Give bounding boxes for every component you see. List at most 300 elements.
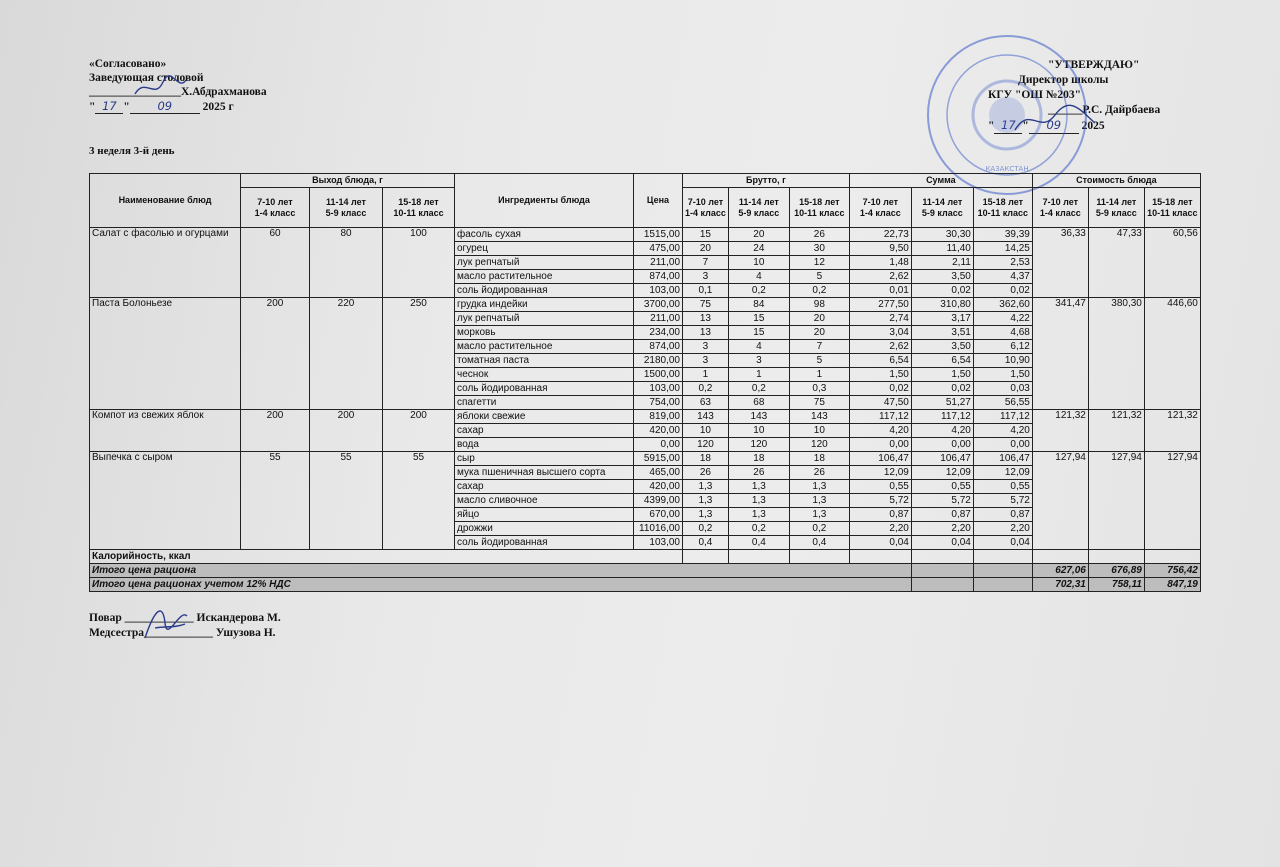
ingredient-sum: 0,55 (911, 480, 973, 494)
ingredient-price: 211,00 (634, 312, 683, 326)
calories-cell (973, 550, 1032, 564)
ingredient-sum: 0,00 (973, 438, 1032, 452)
ingredient-brutto: 3 (728, 354, 789, 368)
ingredient-sum: 0,87 (849, 508, 911, 522)
ingredient-brutto: 1,3 (683, 494, 729, 508)
ingredient-brutto: 13 (683, 326, 729, 340)
calories-cell (911, 550, 973, 564)
ingredient-brutto: 20 (789, 312, 849, 326)
ingredient-brutto: 30 (789, 242, 849, 256)
ingredient-price: 211,00 (634, 256, 683, 270)
ingredient-sum: 0,01 (849, 284, 911, 298)
signatures-block (89, 611, 281, 641)
ingredient-brutto: 0,3 (789, 382, 849, 396)
dish-output: 200 (241, 410, 310, 452)
approved-date-month: 09 (1029, 118, 1079, 134)
ingredient-sum: 0,02 (849, 382, 911, 396)
total-vat-row (90, 578, 1201, 592)
agreed-name: Х.Абдрахманова (181, 86, 267, 98)
ingredient-brutto: 0,4 (728, 536, 789, 550)
header-output-group-3-age: 15-18 лет (398, 196, 439, 207)
ingredient-price: 475,00 (634, 242, 683, 256)
ingredient-brutto: 4 (728, 340, 789, 354)
ingredient-name: грудка индейки (455, 298, 634, 312)
agreement-block (89, 57, 267, 114)
ingredient-name: соль йодированная (455, 382, 634, 396)
agreed-date-month: 09 (130, 99, 200, 114)
ingredient-sum: 106,47 (849, 452, 911, 466)
header-brutto-group-2-class: 5-9 класс (738, 207, 780, 218)
ingredient-sum: 1,50 (849, 368, 911, 382)
ingredient-sum: 117,12 (911, 410, 973, 424)
header-cost-group-2 (1088, 188, 1144, 228)
ingredient-name: лук репчатый (455, 312, 634, 326)
header-brutto-group-3 (789, 188, 849, 228)
ingredient-sum: 14,25 (973, 242, 1032, 256)
ingredient-sum: 22,73 (849, 228, 911, 242)
ingredient-brutto: 18 (683, 452, 729, 466)
ingredient-sum: 6,12 (973, 340, 1032, 354)
ingredient-sum: 4,20 (849, 424, 911, 438)
ingredient-sum: 0,55 (849, 480, 911, 494)
ingredient-sum: 2,20 (911, 522, 973, 536)
calories-cell (1088, 550, 1144, 564)
ingredient-sum: 0,87 (973, 508, 1032, 522)
dish-output: 55 (241, 452, 310, 550)
ingredient-brutto: 1,3 (683, 480, 729, 494)
ingredient-sum: 3,51 (911, 326, 973, 340)
cook-label: Повар (89, 612, 122, 624)
ingredient-brutto: 18 (728, 452, 789, 466)
ingredient-name: мука пшеничная высшего сорта (455, 466, 634, 480)
ingredient-brutto: 120 (728, 438, 789, 452)
table-row (90, 228, 1201, 242)
ingredient-brutto: 0,2 (728, 522, 789, 536)
ingredient-price: 465,00 (634, 466, 683, 480)
header-cost: Стоимость блюда (1032, 174, 1200, 188)
ingredient-sum: 6,54 (911, 354, 973, 368)
ingredient-brutto: 143 (728, 410, 789, 424)
ingredient-sum: 0,55 (973, 480, 1032, 494)
ingredient-sum: 10,90 (973, 354, 1032, 368)
header-cost-group-1-age: 7-10 лет (1042, 196, 1079, 207)
dish-name: Салат с фасолью и огурцами (90, 228, 241, 298)
header-cost-group-1-class: 1-4 класс (1039, 207, 1081, 218)
ingredient-sum: 1,50 (973, 368, 1032, 382)
ingredient-brutto: 7 (683, 256, 729, 270)
ingredient-sum: 9,50 (849, 242, 911, 256)
table-row (90, 410, 1201, 424)
header-dish: Наименование блюд (90, 174, 241, 228)
header-output-group-1-class: 1-4 класс (254, 207, 296, 218)
ingredient-brutto: 1 (728, 368, 789, 382)
header-output-group-3-class: 10-11 класс (393, 207, 444, 218)
total-row-label: Итого цена рациона (90, 564, 912, 578)
ingredient-brutto: 75 (683, 298, 729, 312)
ingredient-name: морковь (455, 326, 634, 340)
header-brutto-group-2-age: 11-14 лет (738, 196, 779, 207)
calories-cell (728, 550, 789, 564)
ingredient-brutto: 26 (728, 466, 789, 480)
ingredient-brutto: 1,3 (789, 508, 849, 522)
ingredient-price: 420,00 (634, 424, 683, 438)
table-row (90, 452, 1201, 466)
ingredient-brutto: 1,3 (683, 508, 729, 522)
approved-role: Директор школы (1018, 74, 1109, 86)
dish-cost: 127,94 (1088, 452, 1144, 550)
ingredient-sum: 0,02 (911, 284, 973, 298)
ingredient-price: 420,00 (634, 480, 683, 494)
ingredient-sum: 5,72 (849, 494, 911, 508)
dish-cost: 121,32 (1032, 410, 1088, 452)
ingredient-name: масло растительное (455, 340, 634, 354)
dish-cost: 127,94 (1032, 452, 1088, 550)
ingredient-sum: 12,09 (973, 466, 1032, 480)
ingredient-price: 103,00 (634, 382, 683, 396)
ingredient-sum: 6,54 (849, 354, 911, 368)
ingredient-sum: 310,80 (911, 298, 973, 312)
ingredient-brutto: 5 (789, 354, 849, 368)
ingredient-name: яйцо (455, 508, 634, 522)
ingredient-name: томатная паста (455, 354, 634, 368)
nurse-label: Медсестра (89, 627, 145, 639)
header-output-group-2-class: 5-9 класс (325, 207, 367, 218)
cook-line: Повар ____________ Искандерова М. (89, 612, 281, 624)
total-vat-row-label: Итого цена рационах учетом 12% НДС (90, 578, 912, 592)
approved-date-year: 2025 (1081, 120, 1105, 132)
calories-cell (789, 550, 849, 564)
ingredient-brutto: 1 (683, 368, 729, 382)
header-sum-group-3-class: 10-11 класс (977, 207, 1029, 218)
ingredient-sum: 117,12 (973, 410, 1032, 424)
ingredient-brutto: 0,2 (789, 522, 849, 536)
ingredient-brutto: 10 (728, 256, 789, 270)
ingredient-brutto: 13 (683, 312, 729, 326)
approval-block (988, 58, 1160, 134)
header-brutto-group-1-age: 7-10 лет (687, 196, 724, 207)
header-sum-group-1-class: 1-4 класс (859, 207, 901, 218)
header-output-group-3 (383, 188, 455, 228)
calories-cell (849, 550, 911, 564)
ingredient-brutto: 10 (728, 424, 789, 438)
dish-cost: 446,60 (1144, 298, 1200, 410)
dish-name: Паста Болоньезе (90, 298, 241, 410)
dish-cost: 60,56 (1144, 228, 1200, 298)
ingredient-name: дрожжи (455, 522, 634, 536)
ingredient-sum: 0,00 (911, 438, 973, 452)
total-row-value: 676,89 (1088, 564, 1144, 578)
approved-org: КГУ "ОШ №203" (988, 89, 1081, 101)
ingredient-brutto: 0,4 (683, 536, 729, 550)
header-output-group-1 (241, 188, 310, 228)
ingredient-sum: 0,04 (973, 536, 1032, 550)
ingredient-name: соль йодированная (455, 536, 634, 550)
ingredient-brutto: 12 (789, 256, 849, 270)
calories-cell (683, 550, 729, 564)
agreed-label: «Согласовано» (89, 58, 167, 70)
dish-cost: 121,32 (1144, 410, 1200, 452)
ingredient-brutto: 98 (789, 298, 849, 312)
ingredient-sum: 56,55 (973, 396, 1032, 410)
calories-row (90, 550, 1201, 564)
ingredient-price: 874,00 (634, 270, 683, 284)
agreed-role: Заведующая столовой (89, 72, 204, 84)
ingredient-sum: 12,09 (849, 466, 911, 480)
ingredient-brutto: 0,2 (728, 284, 789, 298)
ingredient-sum: 2,74 (849, 312, 911, 326)
header-ingredients: Ингредиенты блюда (455, 174, 634, 228)
ingredient-sum: 4,22 (973, 312, 1032, 326)
ingredient-brutto: 10 (789, 424, 849, 438)
ingredient-price: 874,00 (634, 340, 683, 354)
ingredient-brutto: 15 (683, 228, 729, 242)
header-sum-group-2-class: 5-9 класс (921, 207, 963, 218)
ingredient-sum: 0,04 (849, 536, 911, 550)
ingredient-brutto: 0,2 (683, 382, 729, 396)
calories-label: Калорийность, ккал (90, 550, 683, 564)
ingredient-brutto: 3 (683, 270, 729, 284)
ingredient-sum: 0,02 (911, 382, 973, 396)
dish-output: 200 (383, 410, 455, 452)
ingredient-brutto: 63 (683, 396, 729, 410)
dish-cost: 127,94 (1144, 452, 1200, 550)
ingredient-brutto: 4 (728, 270, 789, 284)
header-sum-group-2-age: 11-14 лет (922, 196, 963, 207)
ingredient-name: фасоль сухая (455, 228, 634, 242)
ingredient-price: 234,00 (634, 326, 683, 340)
calories-cell (1144, 550, 1200, 564)
ingredient-sum: 30,30 (911, 228, 973, 242)
total-vat-row-value: 702,31 (1032, 578, 1088, 592)
ingredient-price: 754,00 (634, 396, 683, 410)
header-sum-group-2 (911, 188, 973, 228)
total-vat-row-blank (973, 578, 1032, 592)
agreed-date-day: 17 (95, 99, 123, 114)
calories-cell (1032, 550, 1088, 564)
total-row-blank (911, 564, 973, 578)
ingredient-sum: 4,20 (911, 424, 973, 438)
header-output-group-1-age: 7-10 лет (257, 196, 293, 207)
ingredient-name: огурец (455, 242, 634, 256)
ingredient-sum: 4,68 (973, 326, 1032, 340)
ingredient-name: спагетти (455, 396, 634, 410)
dish-output: 55 (310, 452, 383, 550)
dish-cost: 380,30 (1088, 298, 1144, 410)
dish-output: 250 (383, 298, 455, 410)
header-brutto-group-2 (728, 188, 789, 228)
header-cost-group-2-age: 11-14 лет (1096, 196, 1137, 207)
ingredient-brutto: 26 (683, 466, 729, 480)
ingredient-sum: 2,62 (849, 340, 911, 354)
ingredient-sum: 0,03 (973, 382, 1032, 396)
ingredient-sum: 12,09 (911, 466, 973, 480)
ingredient-brutto: 20 (728, 228, 789, 242)
ingredient-brutto: 26 (789, 466, 849, 480)
ingredient-sum: 0,02 (973, 284, 1032, 298)
total-row-value: 627,06 (1032, 564, 1088, 578)
ingredient-brutto: 3 (683, 340, 729, 354)
ingredient-name: соль йодированная (455, 284, 634, 298)
ingredient-brutto: 0,2 (728, 382, 789, 396)
ingredient-name: лук репчатый (455, 256, 634, 270)
dish-cost: 121,32 (1088, 410, 1144, 452)
ingredient-name: масло растительное (455, 270, 634, 284)
header-cost-group-2-class: 5-9 класс (1095, 207, 1137, 218)
ingredient-brutto: 0,2 (789, 284, 849, 298)
header-cost-group-3-class: 10-11 класс (1147, 207, 1198, 218)
ingredient-brutto: 20 (789, 326, 849, 340)
total-vat-row-value: 758,11 (1088, 578, 1144, 592)
ingredient-sum: 2,20 (849, 522, 911, 536)
ingredient-price: 3700,00 (634, 298, 683, 312)
ingredient-brutto: 120 (789, 438, 849, 452)
ingredient-sum: 362,60 (973, 298, 1032, 312)
ingredient-sum: 2,11 (911, 256, 973, 270)
header-price: Цена (634, 174, 683, 228)
ingredient-price: 11016,00 (634, 522, 683, 536)
ingredient-brutto: 3 (683, 354, 729, 368)
ingredient-brutto: 0,1 (683, 284, 729, 298)
ingredient-brutto: 10 (683, 424, 729, 438)
approved-name: ______Р.С. Дайрбаева (1048, 104, 1161, 116)
ingredient-brutto: 1,3 (728, 480, 789, 494)
dish-cost: 47,33 (1088, 228, 1144, 298)
dish-output: 200 (310, 410, 383, 452)
dish-output: 100 (383, 228, 455, 298)
header-output-group-2-age: 11-14 лет (326, 196, 366, 207)
ingredient-name: чеснок (455, 368, 634, 382)
ingredient-sum: 39,39 (973, 228, 1032, 242)
ingredient-sum: 1,50 (911, 368, 973, 382)
agreed-date: " 17 " 09 2025 г (89, 99, 234, 113)
ingredient-price: 819,00 (634, 410, 683, 424)
ingredient-price: 1500,00 (634, 368, 683, 382)
ingredient-brutto: 20 (683, 242, 729, 256)
ingredient-brutto: 24 (728, 242, 789, 256)
ingredient-sum: 3,04 (849, 326, 911, 340)
approved-name-text: Р.С. Дайрбаева (1082, 104, 1161, 116)
ingredient-sum: 117,12 (849, 410, 911, 424)
ingredient-brutto: 1,3 (728, 508, 789, 522)
header-cost-group-3-age: 15-18 лет (1152, 196, 1193, 207)
ingredient-price: 1515,00 (634, 228, 683, 242)
ingredient-price: 670,00 (634, 508, 683, 522)
ingredient-brutto: 120 (683, 438, 729, 452)
ingredient-brutto: 68 (728, 396, 789, 410)
header-cost-group-3 (1144, 188, 1200, 228)
header-brutto: Брутто, г (683, 174, 850, 188)
header-output-group-2 (310, 188, 383, 228)
ingredient-brutto: 0,4 (789, 536, 849, 550)
ingredient-brutto: 1,3 (728, 494, 789, 508)
ingredient-sum: 47,50 (849, 396, 911, 410)
ingredient-sum: 2,53 (973, 256, 1032, 270)
agreed-date-year: 2025 г (202, 101, 234, 113)
ingredient-sum: 0,00 (849, 438, 911, 452)
total-row (90, 564, 1201, 578)
ingredient-brutto: 15 (728, 326, 789, 340)
total-row-value: 756,42 (1144, 564, 1200, 578)
agreed-signature-line: ________________Х.Абдрахманова (89, 86, 267, 98)
total-row-blank (973, 564, 1032, 578)
ingredient-sum: 0,04 (911, 536, 973, 550)
dish-cost: 36,33 (1032, 228, 1088, 298)
ingredient-name: сахар (455, 424, 634, 438)
ingredient-sum: 3,17 (911, 312, 973, 326)
header-sum-group-1 (849, 188, 911, 228)
ingredient-brutto: 15 (728, 312, 789, 326)
ingredient-brutto: 1 (789, 368, 849, 382)
week-label: 3 неделя 3-й день (89, 145, 175, 157)
ingredient-brutto: 7 (789, 340, 849, 354)
dish-output: 55 (383, 452, 455, 550)
dish-output: 80 (310, 228, 383, 298)
ingredient-brutto: 84 (728, 298, 789, 312)
ingredient-sum: 1,48 (849, 256, 911, 270)
ingredient-brutto: 18 (789, 452, 849, 466)
ingredient-brutto: 0,2 (683, 522, 729, 536)
stamp-text: КАЗАКСТАН (985, 165, 1029, 173)
ingredient-price: 5915,00 (634, 452, 683, 466)
cook-name: Искандерова М. (196, 612, 281, 624)
ingredient-sum: 5,72 (911, 494, 973, 508)
ingredient-sum: 277,50 (849, 298, 911, 312)
ingredient-price: 103,00 (634, 536, 683, 550)
ingredient-sum: 5,72 (973, 494, 1032, 508)
header-brutto-group-3-age: 15-18 лет (799, 196, 840, 207)
ingredient-sum: 0,87 (911, 508, 973, 522)
ingredient-sum: 106,47 (911, 452, 973, 466)
ingredient-sum: 3,50 (911, 340, 973, 354)
ingredient-sum: 4,20 (973, 424, 1032, 438)
header-sum-group-1-age: 7-10 лет (862, 196, 899, 207)
ingredient-price: 2180,00 (634, 354, 683, 368)
header-brutto-group-1-class: 1-4 класс (685, 207, 726, 218)
header-output: Выход блюда, г (241, 174, 455, 188)
header-sum: Сумма (849, 174, 1032, 188)
ingredient-sum: 3,50 (911, 270, 973, 284)
dish-output: 200 (241, 298, 310, 410)
ingredient-price: 103,00 (634, 284, 683, 298)
approved-date-day: 17 (994, 118, 1022, 134)
ingredient-brutto: 1,3 (789, 494, 849, 508)
header-brutto-group-3-class: 10-11 класс (794, 207, 845, 218)
ingredient-sum: 4,37 (973, 270, 1032, 284)
ingredient-brutto: 75 (789, 396, 849, 410)
ingredient-sum: 2,20 (973, 522, 1032, 536)
dish-cost: 341,47 (1032, 298, 1088, 410)
ingredient-brutto: 143 (683, 410, 729, 424)
ingredient-brutto: 5 (789, 270, 849, 284)
ingredient-sum: 51,27 (911, 396, 973, 410)
ingredient-price: 0,00 (634, 438, 683, 452)
ingredient-sum: 2,62 (849, 270, 911, 284)
ingredient-name: сыр (455, 452, 634, 466)
ingredient-name: вода (455, 438, 634, 452)
header-sum-group-3-age: 15-18 лет (982, 196, 1024, 207)
ingredient-name: масло сливочное (455, 494, 634, 508)
menu-table (89, 173, 1201, 592)
table-row (90, 298, 1201, 312)
total-vat-row-blank (911, 578, 973, 592)
dish-output: 220 (310, 298, 383, 410)
nurse-line: Медсестра____________ Ушузова Н. (89, 627, 276, 639)
ingredient-price: 4399,00 (634, 494, 683, 508)
dish-name: Выпечка с сыром (90, 452, 241, 550)
nurse-name: Ушузова Н. (215, 627, 276, 639)
ingredient-sum: 106,47 (973, 452, 1032, 466)
menu-body (90, 228, 1201, 592)
